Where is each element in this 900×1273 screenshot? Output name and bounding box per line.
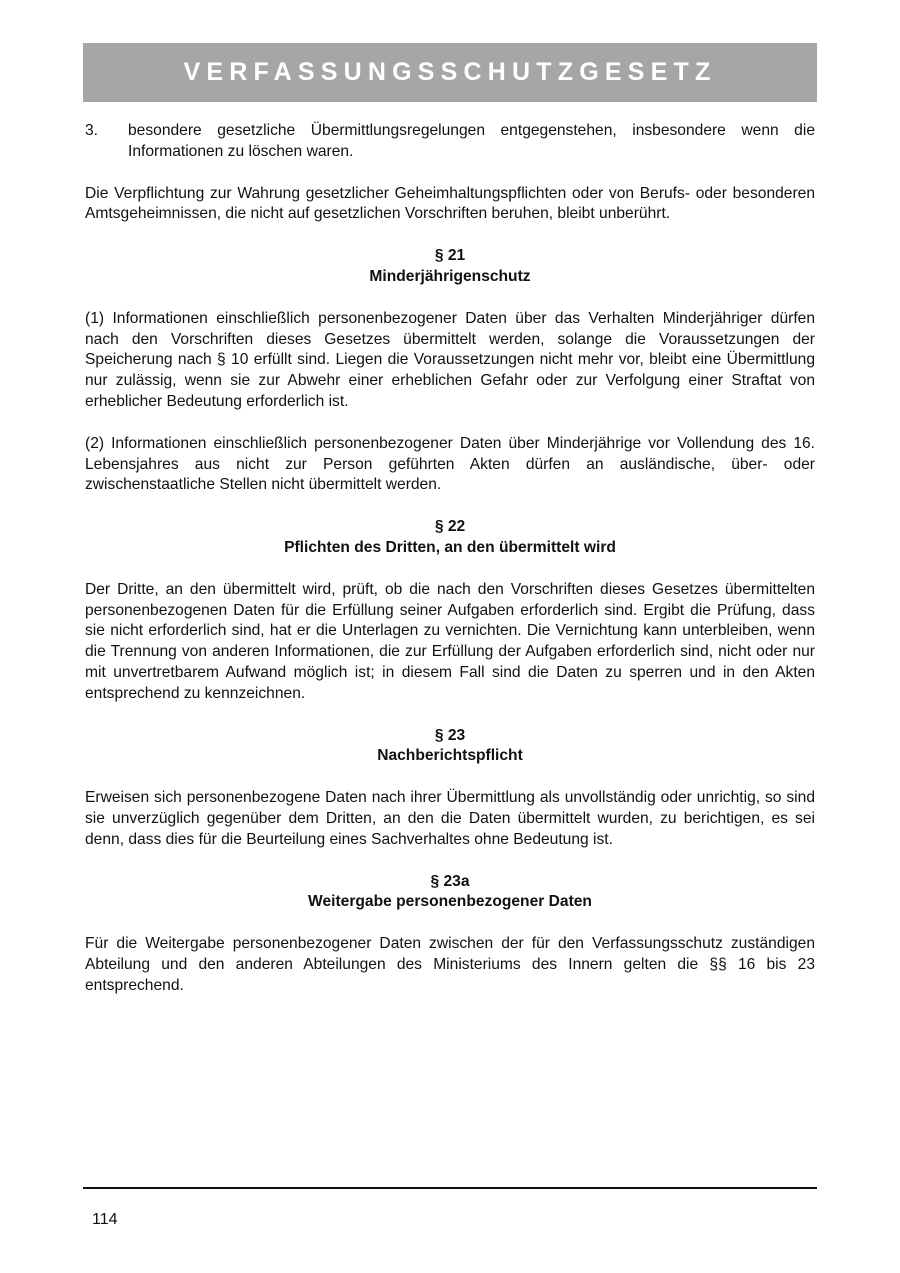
section-number: § 21 [434,247,466,265]
section-number: § 23a [430,872,470,890]
footer-divider [83,1187,817,1189]
section-title: Minderjährigenschutz [369,267,531,285]
intro-paragraph: Die Verpflichtung zur Wahrung gesetzlicher Geheimhaltungspflichten oder von Berufs- oder besonderen Amtsgeheimnissen, die nicht auf gesetzlichen Vorschriften beruhen, bleibt unberührt. [85,184,815,223]
section-title: Pflichten des Dritten, an den übermittelt wird [284,538,616,556]
header-banner [83,43,817,102]
page-content [85,121,815,997]
section-title: Weitergabe personenbezogener Daten [308,893,592,911]
page-number: 114 [92,1211,118,1228]
section-paragraph: Erweisen sich personenbezogene Daten nach ihrer Übermittlung als unvollständig oder unrichtig, so sind sie unverzüglich gegenüber dem Dritten, an den die Daten übermittelt wurden, zu berichtigen, es sei denn, dass dies für die Beurteilung eines Sachverhaltes ohne Bedeutung ist. [85,789,815,848]
list-item [85,121,815,163]
section-paragraph: Für die Weitergabe personenbezogener Daten zwischen der für den Verfassungsschutz zuständigen Abteilung und den anderen Abteilungen des Ministeriums des Innern gelten die §§ 16 bis 23 entsprechend. [85,935,815,994]
list-item-number: 3. [85,122,99,139]
section-paragraph: (1) Informationen einschließlich personenbezogener Daten über das Verhalten Minderjähriger dürfen nach den Vorschriften dieses Gesetzes übermittelt werden, solange die Voraussetzungen der Speicherung nach § 10 erfüllt sind. Liegen die Voraussetzungen nicht mehr vor, bleibt eine Übermittlung nur zulässig, wenn sie zur Abwehr einer erheblichen Gefahr oder zur Verfolgung einer Straftat von erheblicher Bedeutung erforderlich ist. [85,309,815,410]
list-item-text: besondere gesetzliche Übermittlungsregelungen entgegenstehen, insbesondere wenn die Informationen zu löschen waren. [128,122,815,160]
section-number: § 22 [434,518,466,536]
document-title: VERFASSUNGSSCHUTZGESETZ [183,58,717,86]
section-title: Nachberichtspflicht [377,747,523,765]
section-paragraph: Der Dritte, an den übermittelt wird, prüft, ob die nach den Vorschriften dieses Gesetzes übermittelten personenbezogenen Daten für die Erfüllung seiner Aufgaben erforderlich sind. Ergibt die Prüfung, dass sie nicht erforderlich sind, hat er die Unterlagen zu vernichten. Die Vernichtung kann unterbleiben, wenn die Trennung von anderen Informationen, die zur Erfüllung der Aufgaben erforderlich sind, nicht oder nur mit unvertretbarem Aufwand möglich ist; in diesem Fall sind die Daten zu sperren und in den Akten entsprechend zu kennzeichnen. [85,580,815,702]
section-number: § 23 [434,726,466,744]
section-paragraph: (2) Informationen einschließlich personenbezogener Daten über Minderjährige vor Vollendung des 16. Lebensjahres aus nicht zur Person geführten Akten dürfen an ausländische, über- oder zwischenstaatliche Stellen nicht übermittelt werden. [85,434,815,494]
